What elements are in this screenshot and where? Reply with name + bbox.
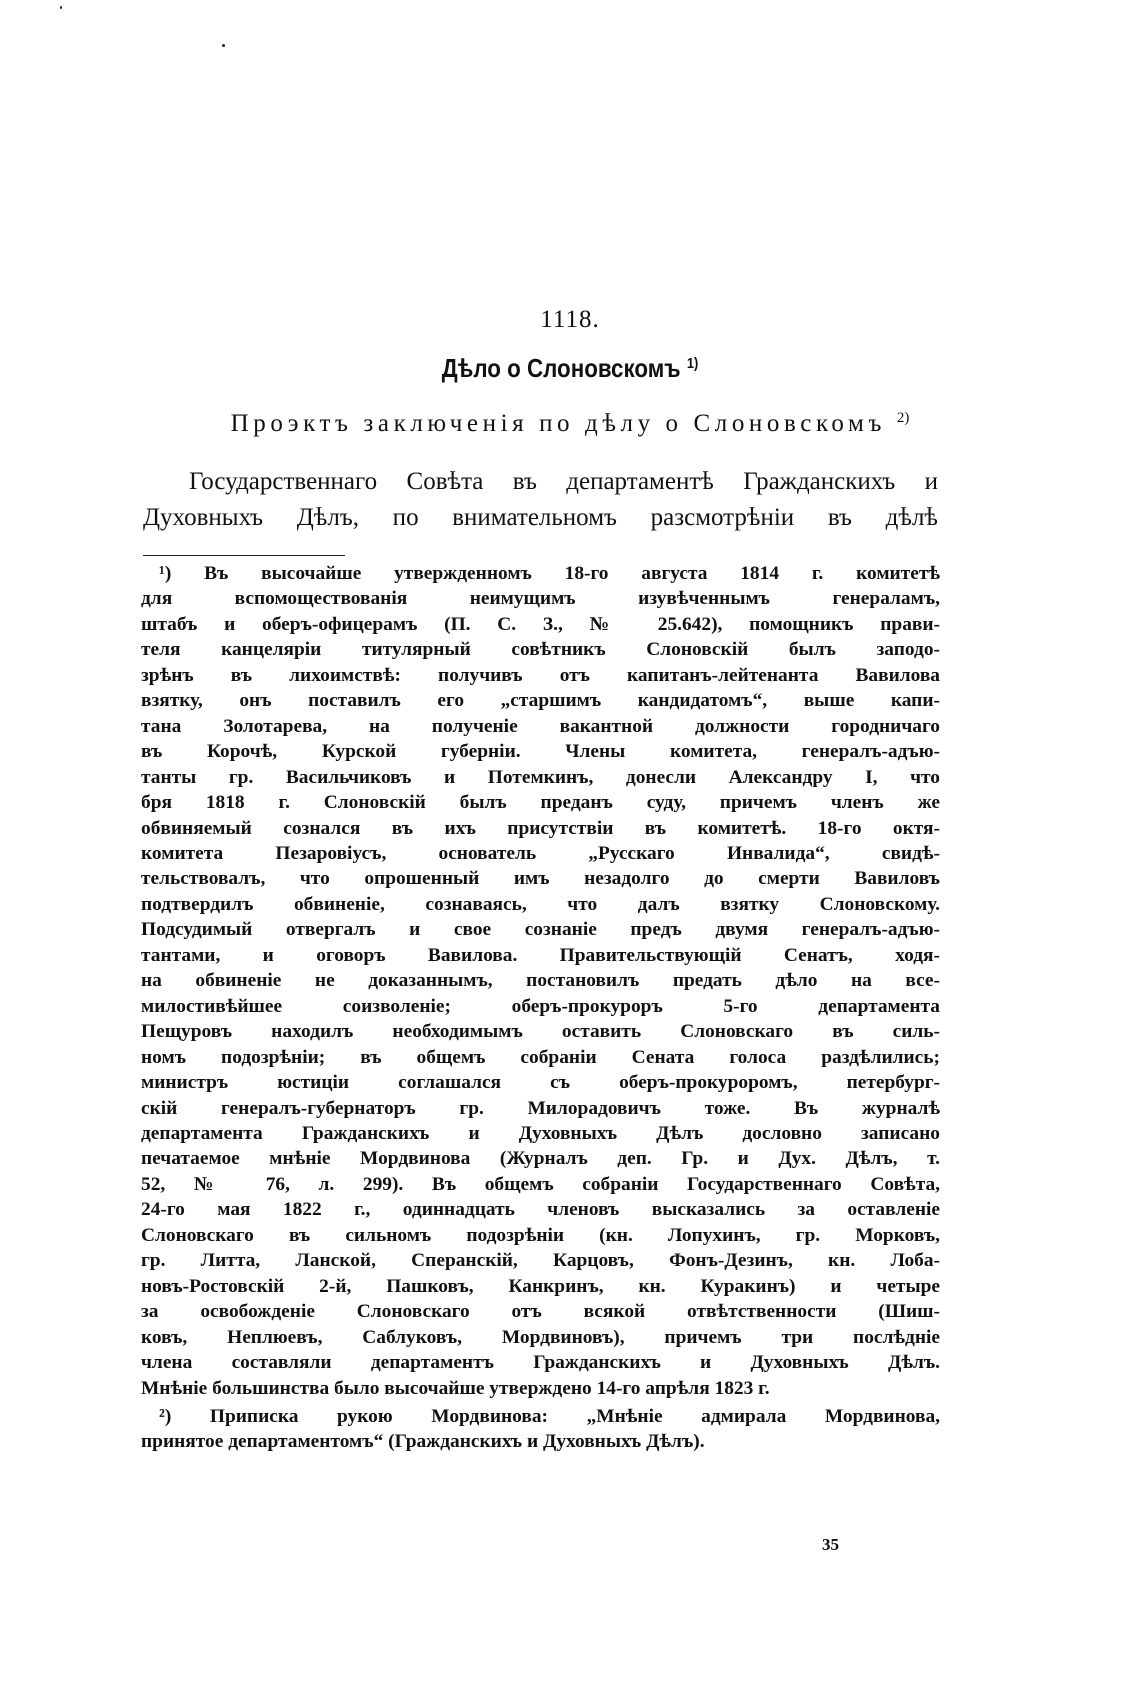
scan-speck (222, 44, 225, 47)
document-title (80, 353, 1060, 384)
footnote-line: Подсудимый отвергалъ и свое сознаніе предъ двумя генералъ-адъю- (141, 919, 940, 941)
footnote-line: ¹) Въ высочайше утвержденномъ 18-го августа 1814 г. комитетѣ (159, 563, 940, 584)
footnote-line: Слоновскаго въ сильномъ подозрѣніи (кн. Лопухинъ, гр. Морковъ, (141, 1224, 940, 1246)
scan-speck (60, 6, 62, 9)
footnote-line: ²) Приписка рукою Мордвинова: „Мнѣніе адмирала Мордвинова, (159, 1405, 940, 1427)
footnote-line: печатаемое мнѣніе Мордвинова (Журналъ деп. Гр. и Дух. Дѣлъ, т. (141, 1148, 940, 1170)
footnote-line: теля канцеляріи титулярный совѣтникъ Слоновскій былъ заподо- (141, 639, 940, 661)
footnote-line: новъ-Ростовскій 2-й, Пашковъ, Канкринъ, кн. Куракинъ) и четыре (141, 1275, 940, 1297)
footnote-line: танты гр. Васильчиковъ и Потемкинъ, донесли Александру I, что (141, 766, 940, 788)
footnote-line: подтвердилъ обвиненіе, сознаваясь, что далъ взятку Слоновскому. (141, 893, 940, 915)
footnote-line: департамента Гражданскихъ и Духовныхъ Дѣлъ дословно записано (141, 1122, 940, 1144)
document-number: 1118. (540, 306, 600, 333)
footnote-line: Мнѣніе большинства было высочайше утверждено 14-го апрѣля 1823 г. (141, 1377, 770, 1399)
footnote-line: обвиняемый сознался въ ихъ присутствіи въ комитетѣ. 18-го октя- (141, 817, 940, 839)
footnote-line: для вспомоществованія неимущимъ изувѣченнымъ генераламъ, (141, 588, 940, 610)
footnote-line: комитета Пезаровіусъ, основатель „Русскаго Инвалида“, свидѣ- (141, 842, 940, 864)
footnote-line: тана Золотарева, на полученіе вакантной должности городничаго (141, 715, 940, 737)
document-title-text: Дѣло о Слоновскомъ (441, 353, 681, 383)
footnote-line: гр. Литта, Ланской, Сперанскій, Карцовъ, Фонъ-Дезинъ, кн. Лоба- (141, 1250, 940, 1272)
footnote-line: штабъ и оберъ-офицерамъ (П. С. З., № 25.642), помощникъ прави- (141, 613, 940, 635)
footnotes-section (141, 561, 940, 1455)
footnote-line: тельствовалъ, что опрошенный имъ незадолго до смерти Вавиловъ (141, 868, 940, 890)
footnote-1 (141, 561, 940, 1401)
footnote-ref-1: 1) (686, 355, 699, 372)
footnote-line: скій генералъ-губернаторъ гр. Милорадовичъ тоже. Въ журналѣ (141, 1097, 940, 1119)
footnote-line: зрѣнъ въ лихоимствѣ: получивъ отъ капитанъ-лейтенанта Вавилова (141, 664, 940, 686)
document-subtitle (0, 410, 1140, 438)
footnote-line: взятку, онъ поставилъ его „старшимъ кандидатомъ“, выше капи- (141, 690, 940, 712)
footnote-line: номъ подозрѣніи; въ общемъ собраніи Сената голоса раздѣлились; (141, 1046, 940, 1068)
footnote-line: ковъ, Неплюевъ, Саблуковъ, Мордвиновъ), причемъ три послѣдніе (141, 1326, 940, 1348)
body-paragraph (143, 464, 938, 536)
footnote-line: на обвиненіе не доказаннымъ, постановилъ предать дѣло на все- (141, 970, 940, 992)
body-line: Духовныхъ Дѣлъ, по внимательномъ разсмотрѣніи въ дѣлѣ (143, 504, 938, 531)
footnote-line: члена составляли департаментъ Гражданскихъ и Духовныхъ Дѣлъ. (141, 1352, 940, 1374)
footnote-line: 24-го мая 1822 г., одиннадцать членовъ высказались за оставленіе (141, 1199, 940, 1221)
footnote-line: 52, № 76, л. 299). Въ общемъ собраніи Государственнаго Совѣта, (141, 1173, 940, 1195)
footnote-line: министръ юстиціи соглашался съ оберъ-прокуроромъ, петербург- (141, 1072, 940, 1094)
footnote-line: въ Корочѣ, Курской губерніи. Члены комитета, генералъ-адъю- (141, 741, 940, 763)
footnote-line: за освобожденіе Слоновскаго отъ всякой отвѣтственности (Шиш- (141, 1301, 940, 1323)
footnote-line: бря 1818 г. Слоновскій былъ преданъ суду, причемъ членъ же (141, 792, 940, 814)
footnote-line: тантами, и оговоръ Вавилова. Правительствующій Сенатъ, ходя- (141, 944, 940, 966)
page-number: 35 (822, 1535, 839, 1554)
body-line: Государственнаго Совѣта въ департаментѣ Гражданскихъ и (189, 468, 938, 495)
footnote-line: принятое департаментомъ“ (Гражданскихъ и Духовныхъ Дѣлъ). (141, 1431, 705, 1453)
document-subtitle-text: Проэктъ заключенія по дѣлу о Слоновскомъ (230, 410, 887, 437)
footnote-2 (141, 1404, 940, 1455)
footnote-separator (143, 555, 345, 556)
footnote-line: Пещуровъ находилъ необходимымъ оставить Слоновскаго въ силь- (141, 1021, 940, 1043)
footnote-line: милостивѣйшее соизволеніе; оберъ-прокуроръ 5-го департамента (141, 995, 940, 1017)
footnote-ref-2: 2) (896, 410, 910, 426)
